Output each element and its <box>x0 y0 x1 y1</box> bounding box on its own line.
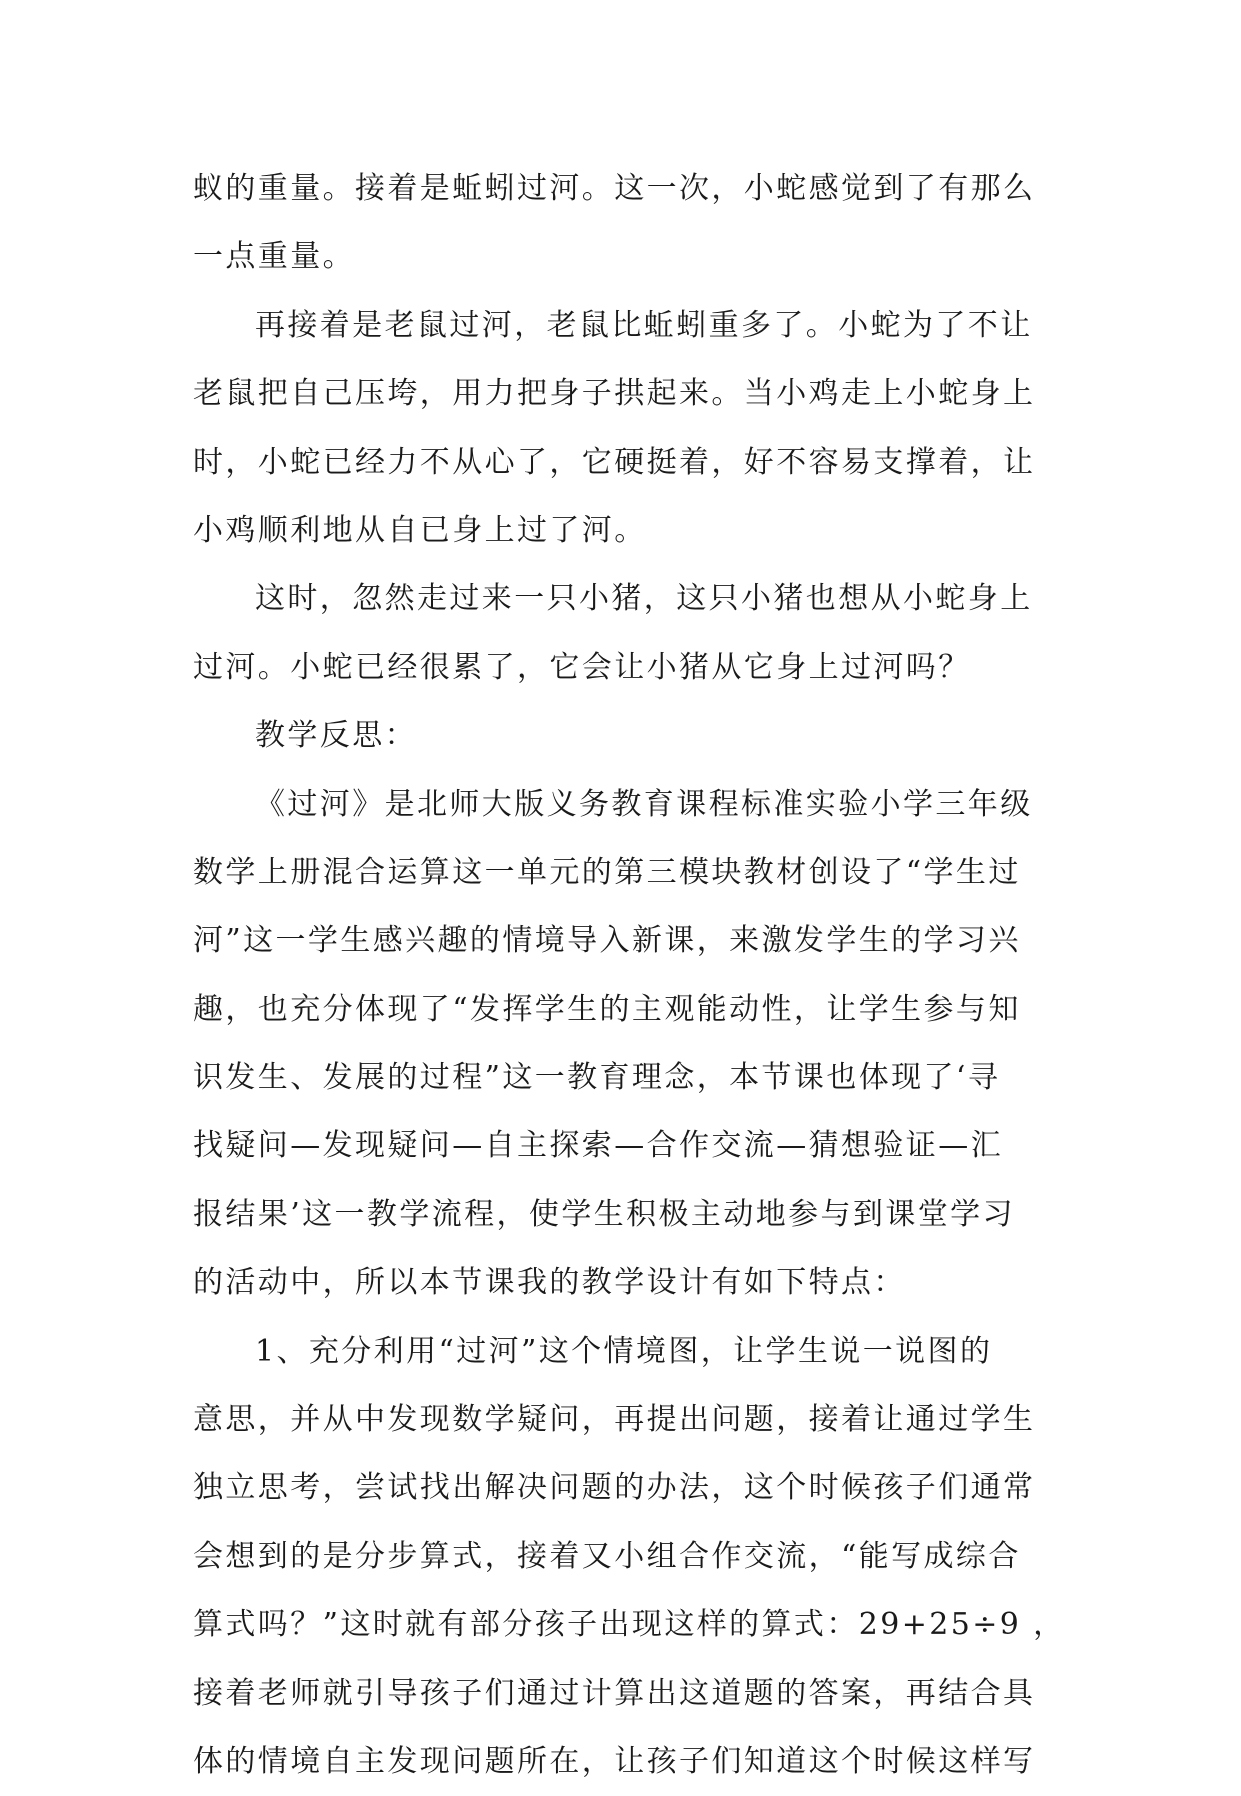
document-page <box>193 155 1066 1796</box>
paragraph-start-line: 1、充分利用“过河”这个情境图，让学生说一说图的 <box>255 1333 993 1369</box>
text-line: 数学上册混合运算这一单元的第三模块教材创设了“学生过 <box>193 854 1021 890</box>
text-line: 报结果’这一教学流程，使学生积极主动地参与到课堂学习 <box>193 1196 1015 1232</box>
text-line: 小鸡顺利地从自已身上过了河。 <box>193 512 647 548</box>
text-line: 蚁的重量。接着是蚯蚓过河。这一次，小蛇感觉到了有那么 <box>193 171 1036 206</box>
text-line: 会想到的是分步算式，接着又小组合作交流，“能写成综合 <box>193 1538 1021 1574</box>
paragraph-start-line: 《过河》是北师大版义务教育课程标准实验小学三年级 <box>255 786 1033 822</box>
text-line: 体的情境自主发现问题所在，让孩子们知道这个时候这样写 <box>193 1743 1036 1779</box>
text-line: 老鼠把自己压垮，用力把身子拱起来。当小鸡走上小蛇身上 <box>193 376 1036 412</box>
text-line: 时，小蛇已经力不从心了，它硬挺着，好不容易支撑着，让 <box>193 444 1036 480</box>
text-line: 算式吗？”这时就有部分孩子出现这样的算式：29+25÷9 ， <box>193 1607 1066 1643</box>
text-line: 独立思考，尝试找出解决问题的办法，这个时候孩子们通常 <box>193 1470 1036 1506</box>
text-line: 意思，并从中发现数学疑问，再提出问题，接着让通过学生 <box>193 1402 1036 1438</box>
text-line: 趣，也充分体现了“发挥学生的主观能动性，让学生参与知 <box>193 991 1021 1027</box>
paragraph-start-line: 再接着是老鼠过河，老鼠比蚯蚓重多了。小蛇为了不让 <box>255 307 1033 343</box>
text-line: 找疑问—发现疑问—自主探索—合作交流—猜想验证—汇 <box>193 1128 1003 1164</box>
text-line: 河”这一学生感兴趣的情境导入新课，来激发学生的学习兴 <box>193 923 1021 959</box>
text-line: 过河。小蛇已经很累了，它会让小猪从它身上过河吗？ <box>193 649 971 685</box>
text-line: 一点重量。 <box>193 239 355 275</box>
text-line: 的活动中，所以本节课我的教学设计有如下特点： <box>193 1265 906 1301</box>
section-heading: 教学反思： <box>255 718 417 754</box>
text-line: 识发生、发展的过程”这一教育理念，本节课也体现了‘寻 <box>193 1060 1001 1096</box>
paragraph-start-line: 这时，忽然走过来一只小猪，这只小猪也想从小蛇身上 <box>255 581 1033 617</box>
text-line: 接着老师就引导孩子们通过计算出这道题的答案，再结合具 <box>193 1675 1036 1711</box>
